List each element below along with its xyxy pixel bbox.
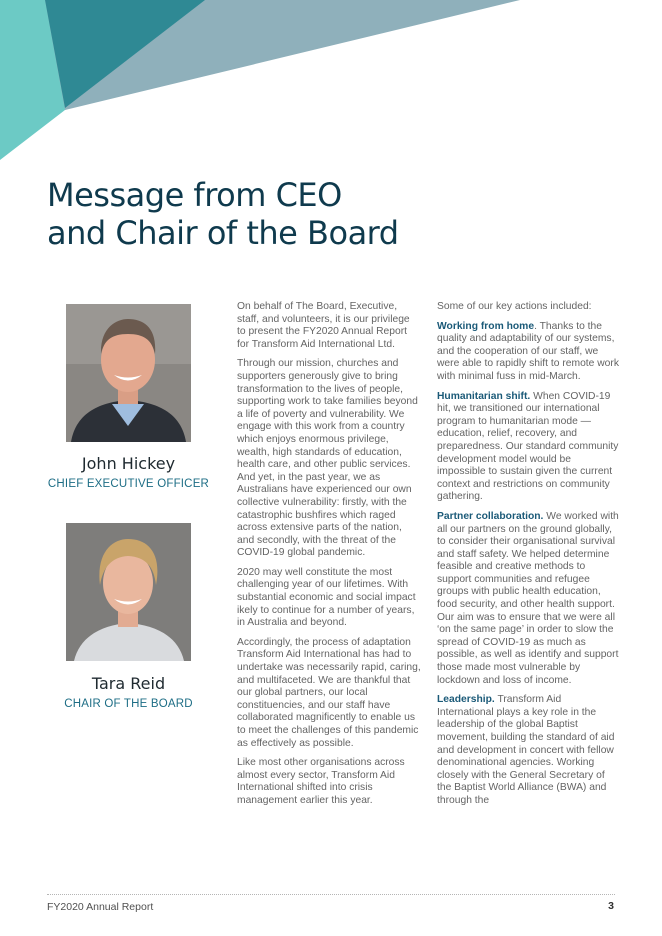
- action-lead: Leadership.: [437, 694, 495, 706]
- paragraph: Accordingly, the process of adaptation Transform Aid International has had to undertake was necessarily rapid, caring, and multifaceted. We are thankful that our global partners, our local constituencies, and our staff have collaborated magnificently to enable us to meet the challenges of this pandemic as effectively as possible.: [237, 636, 421, 749]
- chair-name: Tara Reid: [91, 674, 166, 693]
- page-title-line-1: Message from CEO: [47, 176, 342, 214]
- body-column-1: [237, 301, 421, 815]
- action-item: [437, 694, 620, 807]
- chair-title: CHAIR OF THE BOARD: [64, 698, 193, 710]
- header-decoration: [0, 0, 662, 170]
- action-lead: Humanitarian shift.: [437, 390, 531, 402]
- footer-report-title: FY2020 Annual Report: [47, 901, 154, 913]
- page-title-line-2: and Chair of the Board: [47, 214, 399, 252]
- paragraph: Like most other organisations across almost every sector, Transform Aid International shifted into crisis management earlier this year.: [237, 757, 405, 806]
- ceo-name: John Hickey: [81, 454, 176, 473]
- page-number: 3: [608, 900, 614, 912]
- body-column-2: [437, 301, 620, 815]
- paragraph: 2020 may well constitute the most challenging year of our lifetimes. With substantial economic and social impact ikely to continue for a number of years, in Australia and beyond.: [237, 566, 416, 629]
- page-title: [47, 176, 399, 252]
- action-item: [437, 321, 620, 384]
- ceo-photo: [66, 304, 191, 442]
- chair-photo: [66, 523, 191, 661]
- paragraph: Through our mission, churches and supporters generously give to bring transformation to the lives of people, supporting work to take families beyond a life of poverty and vulnerability. We engage with this work from a country which enjoys enormous privilege, wealth, high standards of education, health care, and other public services. And yet, in the past year, we as Australians have experienced our own collective vulnerability: firstly, with the catastrophic bushfires which raged across extensive parts of the nation, and secondly, with the threat of the COVID-19 global pandemic.: [237, 358, 418, 559]
- action-text: . Thanks to the quality and adaptability of our systems, and the cooperation of our staff, we were able to rapidly shift to remote work with minimal fuss in mid-March.: [437, 320, 619, 382]
- actions-intro: Some of our key actions included:: [437, 301, 592, 312]
- action-text: Transform Aid International plays a key role in the leadership of the global Baptist movement, building the standard of aid and development in concert with fellow denominational agencies. Working closely with the General Secretary of the Baptist World Alliance (BWA) and through the: [437, 694, 615, 806]
- action-lead: Working from home: [437, 320, 535, 332]
- footer-divider: [47, 894, 615, 895]
- ceo-title: CHIEF EXECUTIVE OFFICER: [47, 478, 210, 490]
- action-text: We worked with all our partners on the ground globally, to consider their organisational survival and staff safety. We helped determine feasible and creative methods to support communities and refugee groups with public health education, food security, and other health support. Our aim was to ensure that we were all ‘on the same page’ in order to slow the spread of COVID-19 as much as possible, as well as identify and support those made most vulnerable by lockdown and loss of income.: [437, 510, 619, 686]
- action-text: When COVID-19 hit, we transitioned our international program to humanitarian mode — education, relief, recovery, and preparedness. Our standard community development model would be impossible to sustain given the current context and restrictions on community gathering.: [437, 390, 619, 503]
- action-item: [437, 391, 620, 504]
- action-item: [437, 511, 620, 687]
- paragraph: On behalf of The Board, Executive, staff, and volunteers, it is our privilege to present the FY2020 Annual Report for Transform Aid International Ltd.: [237, 301, 410, 350]
- action-lead: Partner collaboration.: [437, 510, 544, 522]
